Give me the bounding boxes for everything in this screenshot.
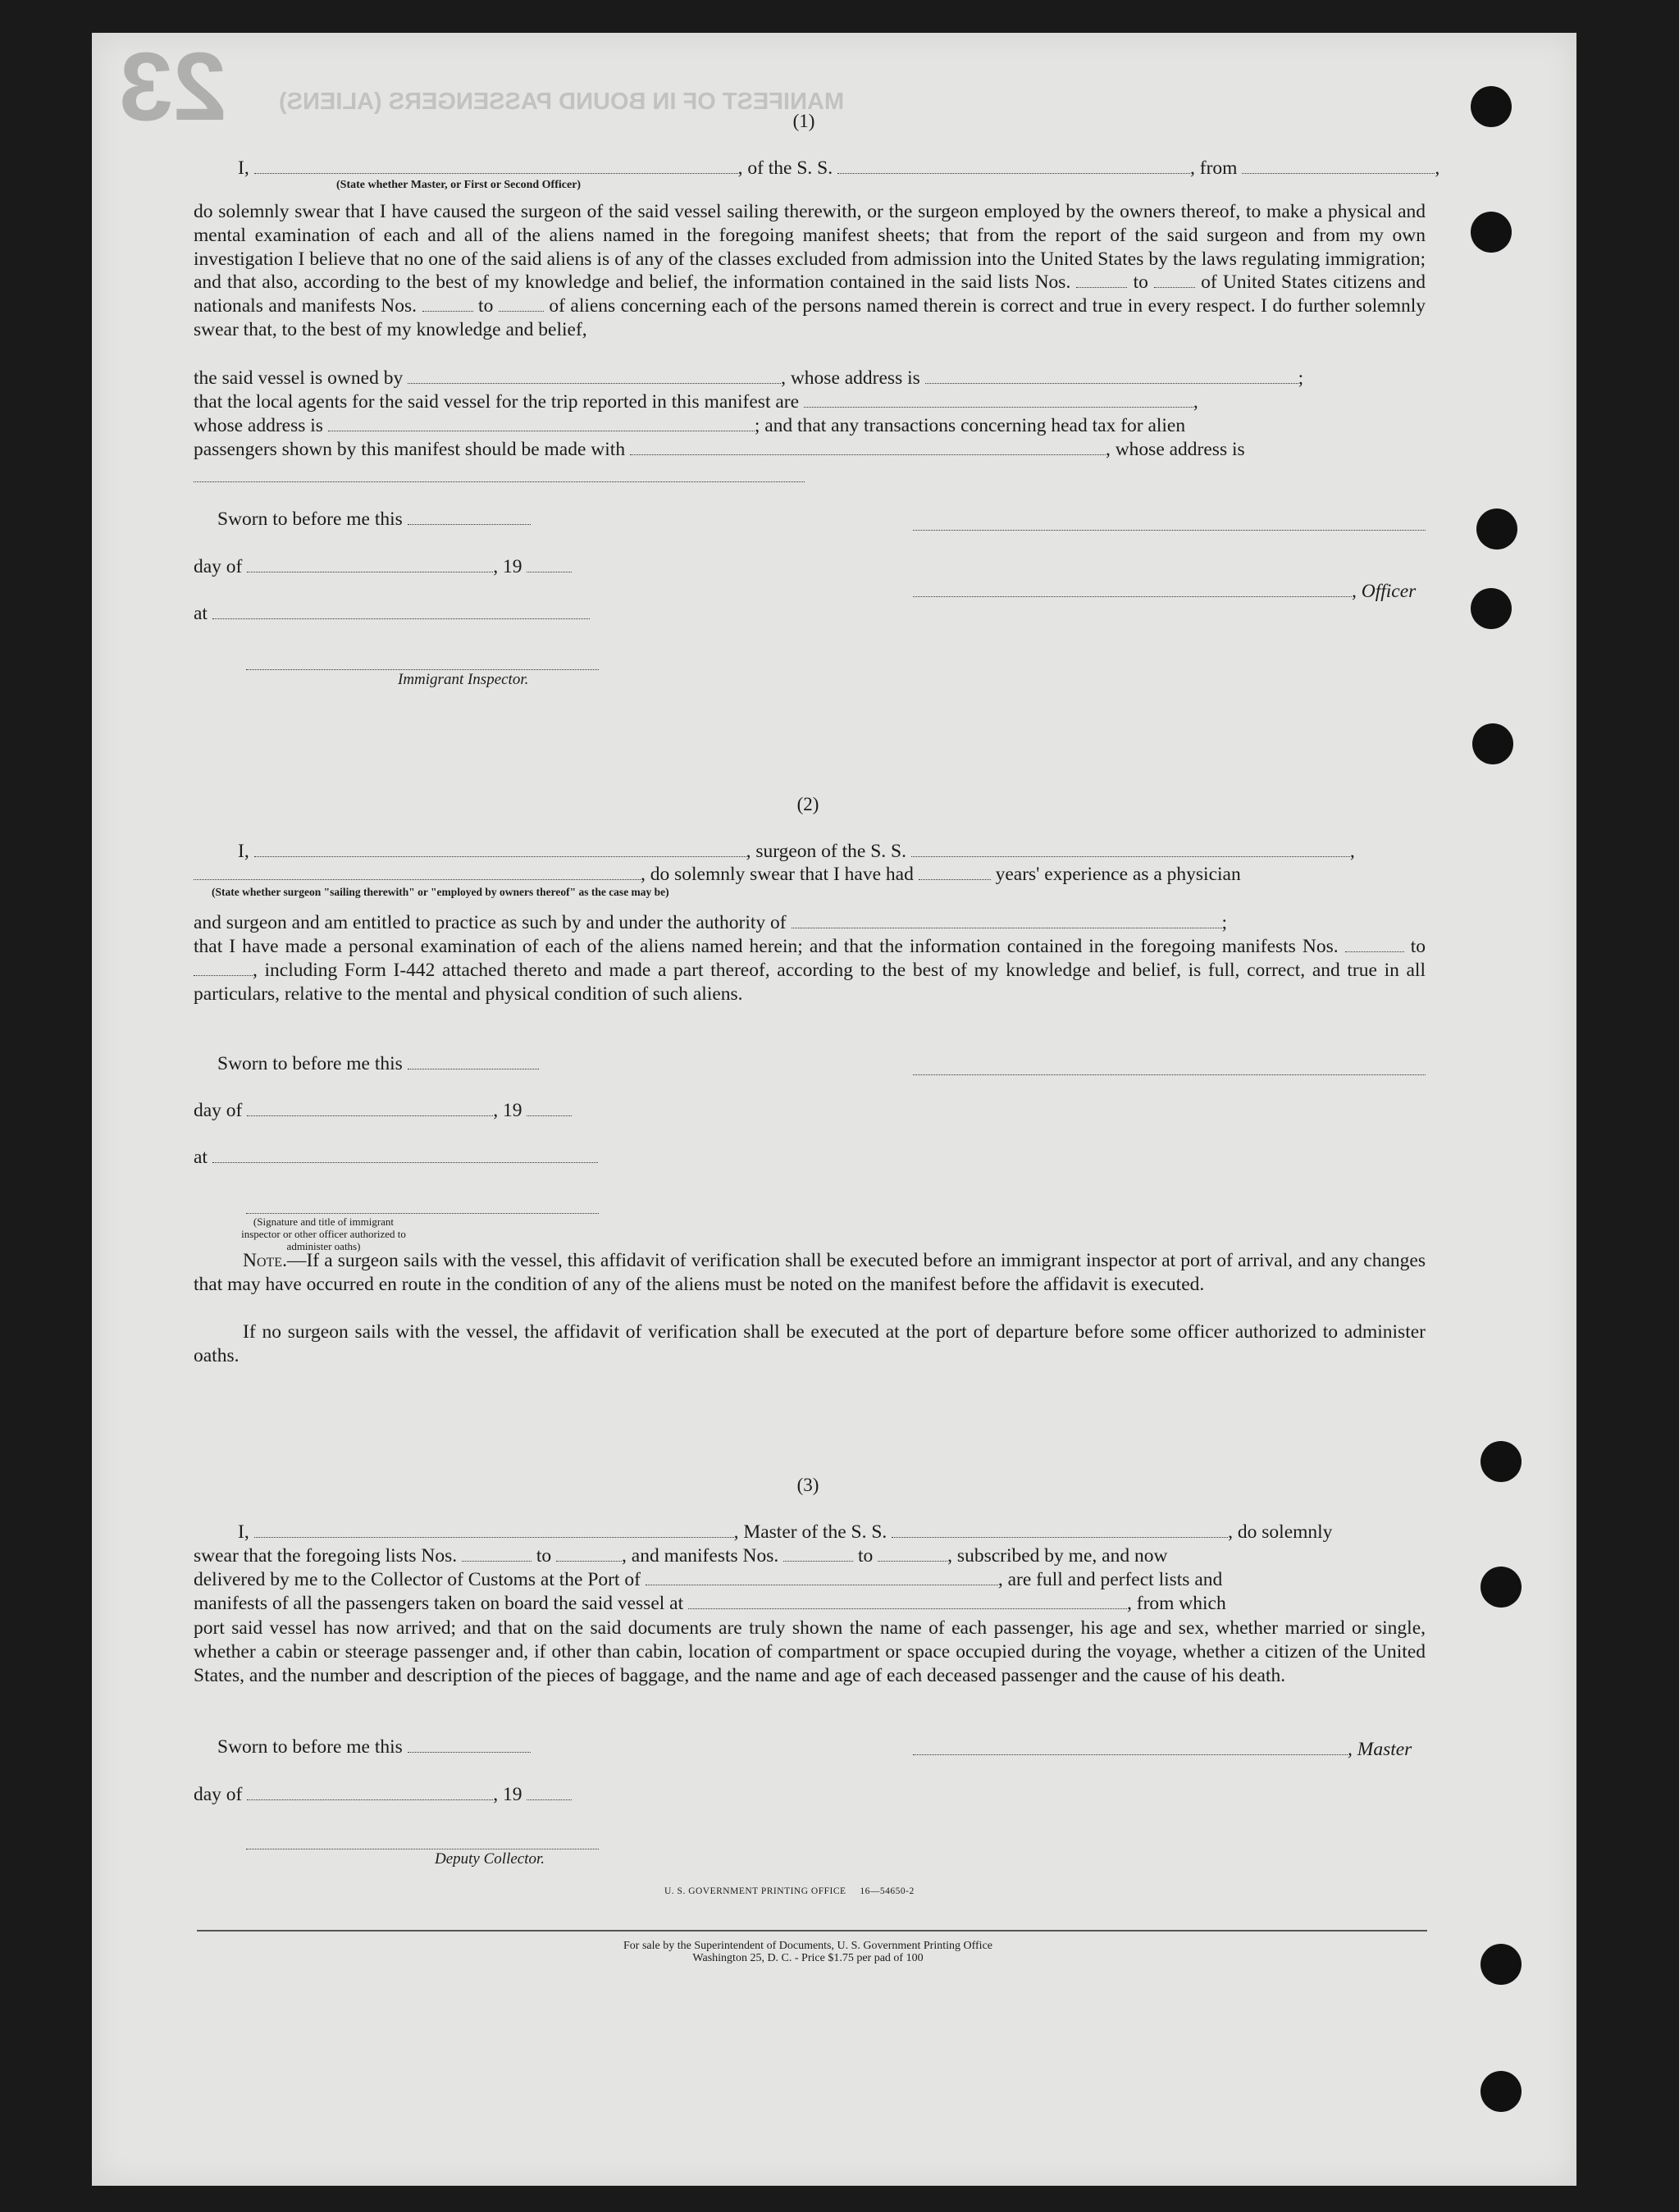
- month-field[interactable]: [247, 557, 493, 572]
- lists-from-field[interactable]: [1076, 272, 1127, 288]
- label-day-of: day of: [194, 1784, 243, 1805]
- head-tax-contact-field[interactable]: [630, 440, 1106, 455]
- label-from: , from: [1190, 157, 1238, 179]
- semicolon: ;: [1298, 367, 1304, 389]
- oath-text-a: do solemnly swear that I have caused the surgeon of the said vessel sailing therewith, or the surgeon employed by the owners thereof, to make a physical and mental examination of each and all of the aliens named in the foregoing manifest sheets; that from the report of the said surgeon and from my own investigation I believe that no one of the said aliens is of any of the classes excluded from admission into the United States by the laws regulating immigration; and that also, according to the best of my knowledge and belief, the information contained in the said lists Nos.: [194, 201, 1426, 294]
- sworn-day-field[interactable]: [408, 509, 531, 525]
- punch-hole: [1471, 86, 1512, 127]
- label-master-sig: , Master: [1348, 1739, 1412, 1760]
- s2-sworn-day-field[interactable]: [408, 1054, 539, 1070]
- s2-place-field[interactable]: [212, 1147, 598, 1163]
- label-year: , 19: [493, 1784, 522, 1805]
- authority-text: and surgeon and am entitled to practice as such by and under the authority of: [194, 912, 787, 933]
- years-field[interactable]: [919, 864, 991, 880]
- subscribed-text: , subscribed by me, and now: [947, 1545, 1168, 1567]
- s2-text-a: that I have made a personal examination of each of the aliens named herein; and that the information contained in the foregoing manifests Nos.: [194, 936, 1339, 957]
- s2-month-field[interactable]: [247, 1101, 493, 1116]
- swear-text: , do solemnly: [1228, 1521, 1333, 1543]
- s3-line-3: [194, 1569, 1222, 1591]
- head-tax-text: ; and that any transactions concerning head tax for alien: [754, 415, 1186, 436]
- s2-vessel-field[interactable]: [911, 841, 1350, 857]
- comma: ,: [1349, 841, 1355, 862]
- officer-caption: (State whether Master, or First or Second Officer): [336, 179, 582, 191]
- s2-text-b: , including Form I-442 attached thereto and made a part thereof, according to the best of my knowledge and belief, is full, correct, and true in all particulars, relative to the mental and physical condition of such aliens.: [194, 959, 1426, 1005]
- inspector-caption: Immigrant Inspector.: [398, 671, 529, 688]
- agent-address-field[interactable]: [328, 416, 755, 431]
- note-text: —If a surgeon sails with the vessel, this affidavit of verification shall be executed before an immigrant inspector at port of arrival, and any changes that may have occurred en route in the condition of any of the aliens must be noted on the manifest before the affidavit is executed.: [194, 1250, 1426, 1295]
- master-name-field[interactable]: [254, 1522, 734, 1538]
- section-2-title: (2): [796, 794, 819, 814]
- s3-vessel-field[interactable]: [892, 1522, 1228, 1538]
- s3-sworn-line: [217, 1736, 531, 1758]
- label-officer: , Officer: [1352, 581, 1417, 602]
- lists-full-text: , are full and perfect lists and: [997, 1569, 1223, 1590]
- label-local-agents: that the local agents for the said vessel for the trip reported in this manifest are: [194, 391, 800, 413]
- label-i: I,: [238, 841, 249, 862]
- note-2-text: If no surgeon sails with the vessel, the affidavit of verification shall be executed at the port of departure before some officer authorized to administer oaths.: [194, 1321, 1426, 1366]
- local-agents-line: [194, 391, 1198, 413]
- punch-hole: [1471, 588, 1512, 629]
- label-at: at: [194, 603, 208, 624]
- vessel-name-field[interactable]: [837, 158, 1190, 174]
- label-sworn: Sworn to before me this: [217, 509, 403, 530]
- manifests-text: , and manifests Nos.: [622, 1545, 779, 1567]
- oath-text-c: of aliens concerning each of the persons named therein is correct and true in every respect. I do further solemnly swear that, to the best of my knowledge and belief,: [194, 295, 1426, 340]
- bleed-through-number: 23: [119, 33, 227, 141]
- label-year: , 19: [493, 1100, 522, 1121]
- section-1-title: (1): [792, 111, 815, 131]
- manifests-from-field[interactable]: [422, 296, 473, 312]
- footer-rule: [197, 1930, 1427, 1932]
- s3-line-1: [238, 1521, 1332, 1544]
- signature-caption: (Signature and title of immigrant inspector or other officer authorized to administer oaths): [241, 1215, 406, 1252]
- punch-hole: [1471, 212, 1512, 253]
- note-label: Note.: [243, 1250, 287, 1271]
- punch-hole: [1472, 723, 1513, 764]
- collector-text: delivered by me to the Collector of Customs at the Port of: [194, 1569, 641, 1590]
- manifests-to-field[interactable]: [499, 296, 544, 312]
- label-sworn: Sworn to before me this: [217, 1053, 403, 1074]
- s3-lists-from-field[interactable]: [462, 1546, 532, 1562]
- s3-year-field[interactable]: [527, 1785, 572, 1800]
- section-1-paragraph: [194, 200, 1426, 342]
- from-which-text: , from which: [1127, 1593, 1226, 1614]
- label-sworn: Sworn to before me this: [217, 1736, 403, 1758]
- collector-signature-field[interactable]: [246, 1848, 599, 1849]
- note-2-paragraph: [194, 1320, 1426, 1368]
- boarding-port-field[interactable]: [688, 1594, 1127, 1609]
- sale-notice-2: Washington 25, D. C. - Price $1.75 per pad of 100: [692, 1952, 924, 1964]
- s2-sworn-line: [217, 1053, 539, 1075]
- sale-notice-1: For sale by the Superintendent of Documents, U. S. Government Printing Office: [623, 1940, 992, 1952]
- surgeon-signature-field[interactable]: [913, 1074, 1426, 1075]
- oath-text-b: of United States citizens and nationals and manifests Nos.: [194, 271, 1426, 317]
- s2-line-3: [194, 912, 1227, 934]
- label-to: to: [858, 1545, 874, 1567]
- s2-line-1: [238, 841, 1355, 863]
- officer-name-field[interactable]: [254, 158, 738, 174]
- place-field[interactable]: [212, 604, 590, 619]
- at-line: [194, 603, 590, 625]
- s3-manifests-from-field[interactable]: [783, 1546, 853, 1562]
- taken-on-board-text: manifests of all the passengers taken on board the said vessel at: [194, 1593, 684, 1614]
- head-tax-address-field[interactable]: [194, 481, 805, 482]
- s3-paragraph: [194, 1617, 1426, 1687]
- label-to: to: [1410, 936, 1426, 957]
- surgeon-status-field[interactable]: [194, 864, 641, 880]
- s3-manifests-to-field[interactable]: [878, 1546, 947, 1562]
- s3-sworn-day-field[interactable]: [408, 1737, 531, 1753]
- s2-day-of-line: [194, 1100, 572, 1122]
- surgeon-name-field[interactable]: [254, 841, 746, 857]
- label-whose-address: , whose address is: [781, 367, 920, 389]
- label-whose-address: , whose address is: [1105, 439, 1245, 460]
- day-of-line: [194, 556, 572, 578]
- s3-text: port said vessel has now arrived; and that on the said documents are truly shown the name of each passenger, his age and sex, whether married or single, whether a cabin or steerage passenger and, if other than cabin, location of compartment or space occupied during the voyage, whether a citizen of the United States, and the number and description of the pieces of baggage, and the name and age of each deceased passenger and the cause of his death.: [194, 1617, 1426, 1686]
- label-i: I,: [238, 1521, 249, 1543]
- label-at: at: [194, 1147, 208, 1168]
- s2-manifests-to-field[interactable]: [194, 960, 253, 976]
- s3-line-4: [194, 1593, 1226, 1615]
- agent-address-line: [194, 415, 1185, 437]
- sworn-line: [217, 509, 531, 531]
- punch-hole: [1481, 2071, 1522, 2112]
- label-of-ss: , of the S. S.: [737, 157, 833, 179]
- from-port-field[interactable]: [1242, 158, 1435, 174]
- s2-manifests-from-field[interactable]: [1345, 937, 1404, 952]
- owned-by-line: [194, 367, 1303, 390]
- local-agents-field[interactable]: [804, 392, 1193, 408]
- label-owned-by: the said vessel is owned by: [194, 367, 404, 389]
- section-1-line-1: [238, 157, 1439, 180]
- s3-line-2: [194, 1545, 1167, 1567]
- bleed-through-header: MANIFEST OF IN BOUND PASSENGERS (ALIENS): [279, 89, 845, 115]
- officer-title-field[interactable]: [913, 582, 1352, 597]
- s2-year-field[interactable]: [527, 1101, 572, 1116]
- label-passengers: passengers shown by this manifest should be made with: [194, 439, 626, 460]
- label-i: I,: [238, 157, 249, 179]
- port-field[interactable]: [646, 1570, 998, 1585]
- note-paragraph: [194, 1249, 1426, 1297]
- comma: ,: [1193, 391, 1198, 413]
- s3-month-field[interactable]: [247, 1785, 493, 1800]
- gpo-imprint: U. S. GOVERNMENT PRINTING OFFICE 16—54650-2: [664, 1886, 915, 1896]
- label-year: , 19: [493, 556, 522, 577]
- s2-paragraph: [194, 935, 1426, 1006]
- label-surgeon: , surgeon of the S. S.: [746, 841, 906, 862]
- label-to: to: [1133, 271, 1148, 294]
- label-day-of: day of: [194, 1100, 243, 1121]
- owner-field[interactable]: [408, 368, 781, 384]
- inspector-signature-field[interactable]: [246, 668, 599, 670]
- label-to: to: [536, 1545, 552, 1567]
- authority-field[interactable]: [792, 913, 1222, 928]
- label-to: to: [478, 295, 494, 317]
- comma: ,: [1435, 157, 1440, 179]
- lists-to-field[interactable]: [1154, 272, 1195, 288]
- swear-text: , do solemnly swear that I have had: [641, 864, 914, 885]
- s2-inspector-signature-field[interactable]: [246, 1212, 599, 1214]
- s3-lists-to-field[interactable]: [556, 1546, 622, 1562]
- owner-address-field[interactable]: [925, 368, 1298, 384]
- s2-line-2: [194, 864, 1241, 886]
- surgeon-caption: (State whether surgeon "sailing therewith" or "employed by owners thereof" as the case may be): [212, 886, 669, 898]
- collector-caption: Deputy Collector.: [435, 1850, 545, 1868]
- section-3-title: (3): [796, 1475, 819, 1495]
- lists-text: swear that the foregoing lists Nos.: [194, 1545, 458, 1567]
- label-day-of: day of: [194, 556, 243, 577]
- punch-hole: [1476, 509, 1517, 550]
- s3-day-of-line: [194, 1784, 572, 1806]
- master-signature-line: [913, 1739, 1412, 1761]
- passengers-line: [194, 439, 1245, 461]
- label-master: , Master of the S. S.: [733, 1521, 887, 1543]
- semicolon: ;: [1221, 912, 1228, 933]
- officer-signature-field[interactable]: [913, 529, 1426, 531]
- years-text: years' experience as a physician: [995, 864, 1241, 885]
- punch-hole: [1481, 1441, 1522, 1482]
- label-whose-address: whose address is: [194, 415, 323, 436]
- officer-title-line: [913, 581, 1416, 603]
- s2-at-line: [194, 1147, 598, 1169]
- year-field[interactable]: [527, 557, 572, 572]
- master-signature-field[interactable]: [913, 1740, 1348, 1755]
- punch-hole: [1481, 1944, 1522, 1985]
- punch-hole: [1481, 1567, 1522, 1608]
